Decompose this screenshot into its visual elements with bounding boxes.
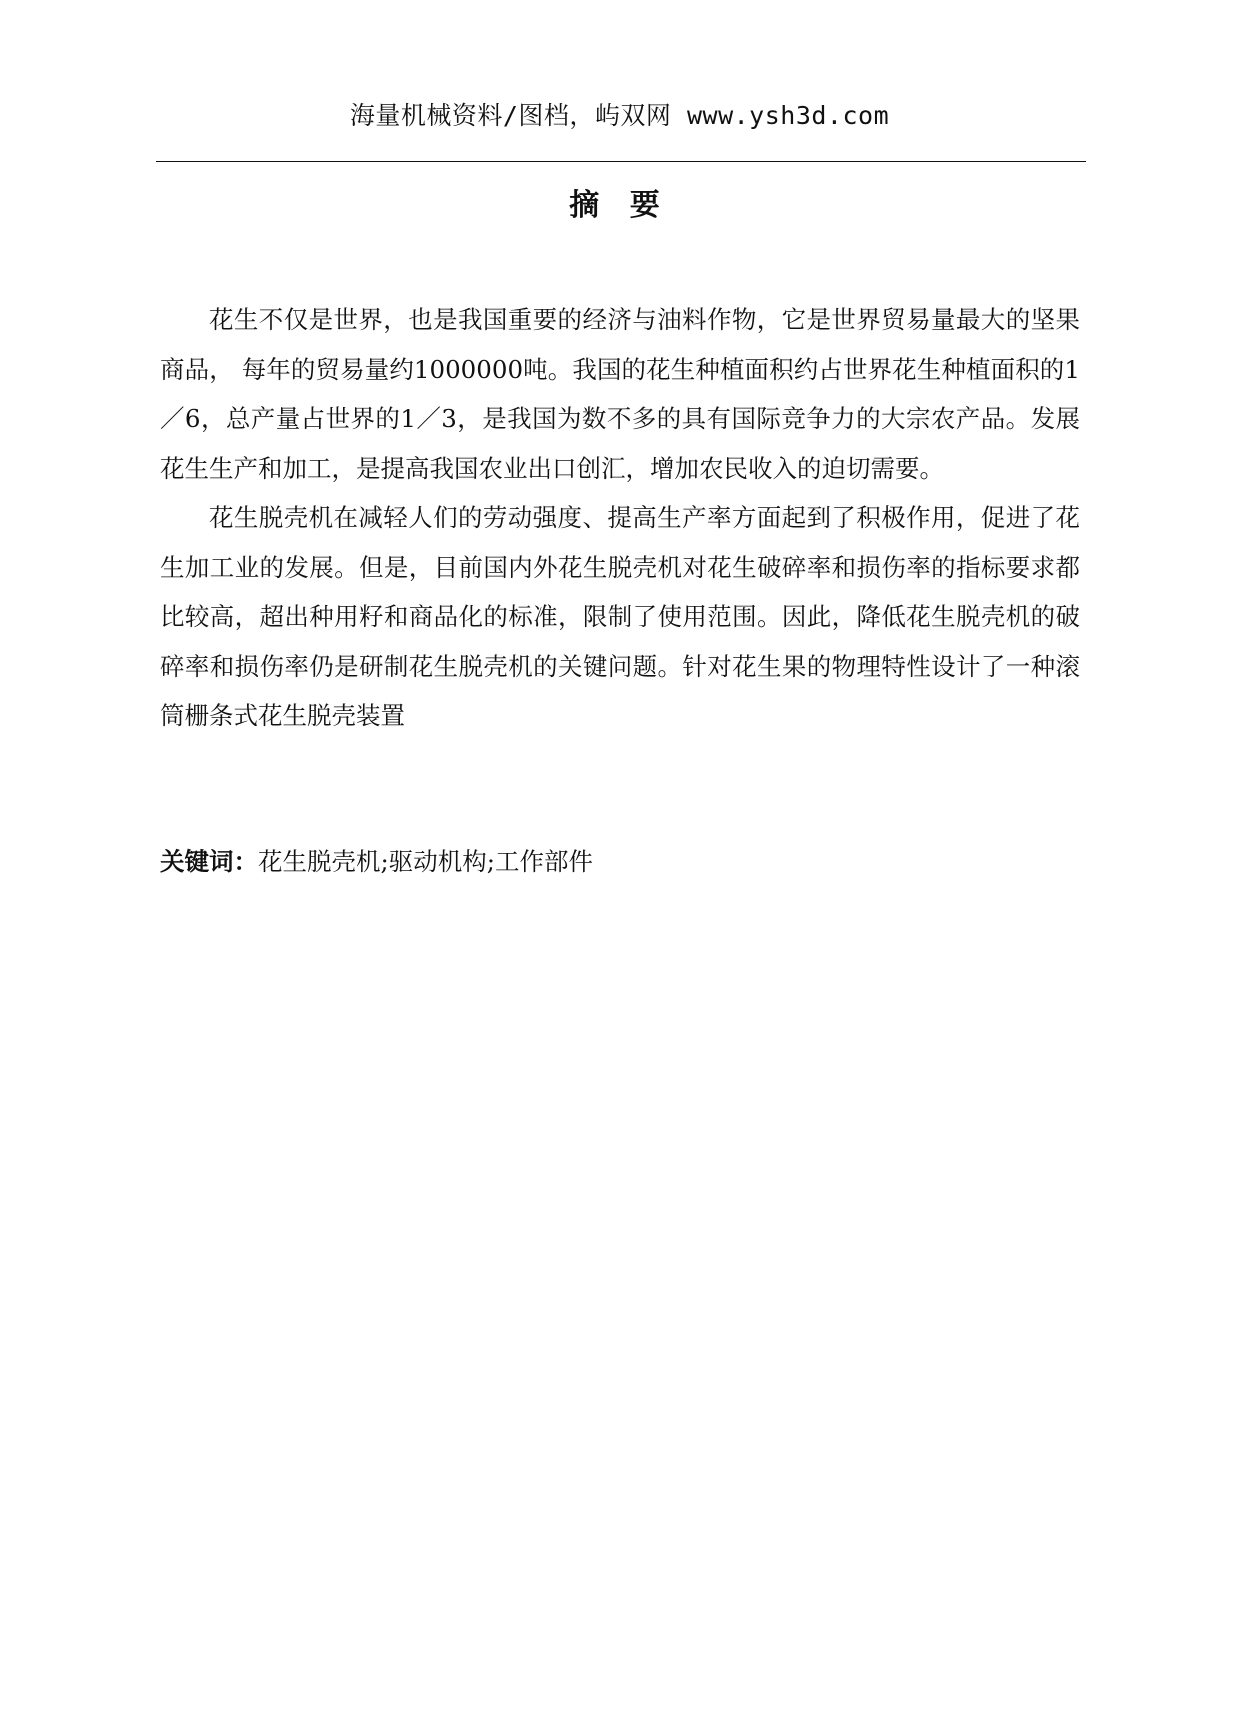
page-title: 摘 要: [569, 188, 670, 223]
header-divider: [156, 161, 1086, 162]
abstract-paragraph-2: 花生脱壳机在减轻人们的劳动强度、提高生产率方面起到了积极作用，促进了花生加工业的发展。但是，目前国内外花生脱壳机对花生破碎率和损伤率的指标要求都比较高，超出种用籽和商品化的标准，限制了使用范围。因此，降低花生脱壳机的破碎率和损伤率仍是研制花生脱壳机的关键问题。针对花生果的物理特性设计了一种滚筒栅条式花生脱壳装置: [160, 503, 1080, 730]
page-header-text: 海量机械资料/图档，屿双网 www.ysh3d.com: [349, 101, 890, 130]
abstract-paragraph-1: 花生不仅是世界，也是我国重要的经济与油料作物，它是世界贸易量最大的坚果商品， 每年的贸易量约1000000吨。我国的花生种植面积约占世界花生种植面积的1／6，总产量占世界的1／3，是我国为数不多的具有国际竞争力的大宗农产品。发展花生生产和加工，是提高我国农业出口创汇，增加农民收入的迫切需要。: [160, 305, 1080, 483]
abstract-body: [160, 295, 1080, 741]
keywords-line: [160, 842, 1080, 882]
keywords-label: 关键词：: [160, 847, 258, 876]
keywords-value: 花生脱壳机;驱动机构;工作部件: [258, 847, 594, 876]
